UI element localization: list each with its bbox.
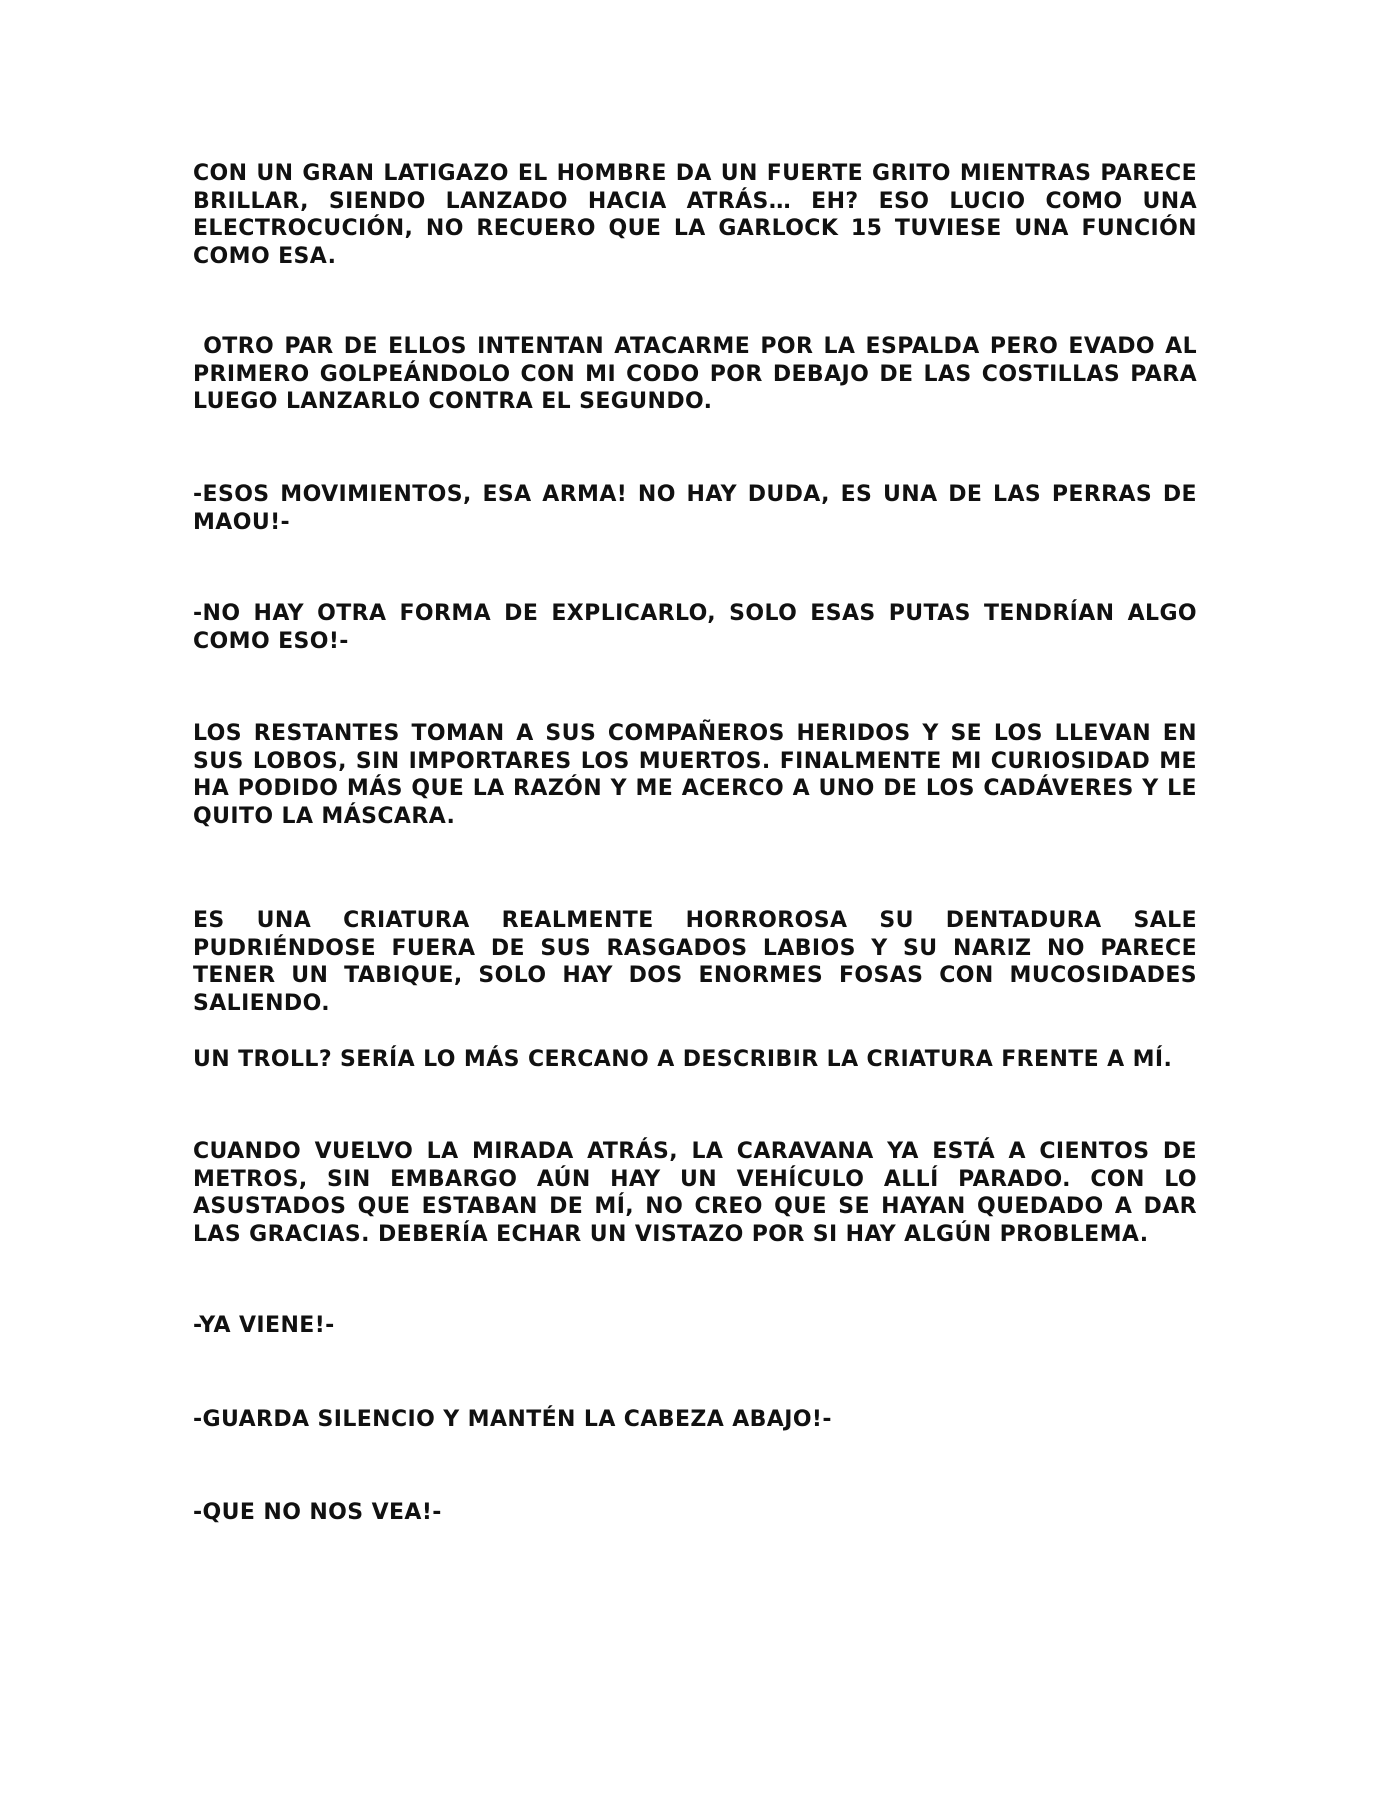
paragraph: LOS RESTANTES TOMAN A SUS COMPAÑEROS HERIDOS Y SE LOS LLEVAN EN SUS LOBOS, SIN IMPORTARES LOS MUERTOS. FINALMENTE MI CURIOSIDAD ME HA PODIDO MÁS QUE LA RAZÓN Y ME ACERCO A UNO DE LOS CADÁVERES Y LE QUITO LA MÁSCARA. [193, 721, 1206, 829]
dialogue-line: -NO HAY OTRA FORMA DE EXPLICARLO, SOLO ESAS PUTAS TENDRÍAN ALGO COMO ESO!- [193, 601, 1206, 654]
paragraph: OTRO PAR DE ELLOS INTENTAN ATACARME POR LA ESPALDA PERO EVADO AL PRIMERO GOLPEÁNDOLO CON MI CODO POR DEBAJO DE LAS COSTILLAS PARA LUEGO LANZARLO CONTRA EL SEGUNDO. [193, 334, 1206, 415]
dialogue-line: -YA VIENE!- [193, 1313, 335, 1338]
dialogue-line: -GUARDA SILENCIO Y MANTÉN LA CABEZA ABAJO!- [193, 1407, 832, 1432]
paragraph: ES UNA CRIATURA REALMENTE HORROROSA SU DENTADURA SALE PUDRIÉNDOSE FUERA DE SUS RASGADOS LABIOS Y SU NARIZ NO PARECE TENER UN TABIQUE, SOLO HAY DOS ENORMES FOSAS CON MUCOSIDADES SALIENDO. [193, 908, 1206, 1016]
paragraph: CUANDO VUELVO LA MIRADA ATRÁS, LA CARAVANA YA ESTÁ A CIENTOS DE METROS, SIN EMBARGO AÚN HAY UN VEHÍCULO ALLÍ PARADO. CON LO ASUSTADOS QUE ESTABAN DE MÍ, NO CREO QUE SE HAYAN QUEDADO A DAR LAS GRACIAS. DEBERÍA ECHAR UN VISTAZO POR SI HAY ALGÚN PROBLEMA. [193, 1139, 1206, 1247]
dialogue-line: -QUE NO NOS VEA!- [193, 1500, 442, 1525]
dialogue-line: -ESOS MOVIMIENTOS, ESA ARMA! NO HAY DUDA, ES UNA DE LAS PERRAS DE MAOU!- [193, 482, 1206, 535]
paragraph: UN TROLL? SERÍA LO MÁS CERCANO A DESCRIBIR LA CRIATURA FRENTE A MÍ. [193, 1047, 1173, 1072]
paragraph: CON UN GRAN LATIGAZO EL HOMBRE DA UN FUERTE GRITO MIENTRAS PARECE BRILLAR, SIENDO LANZADO HACIA ATRÁS… EH? ESO LUCIO COMO UNA ELECTROCUCIÓN, NO RECUERO QUE LA GARLOCK 15 TUVIESE UNA FUNCIÓN COMO ESA. [193, 161, 1206, 269]
